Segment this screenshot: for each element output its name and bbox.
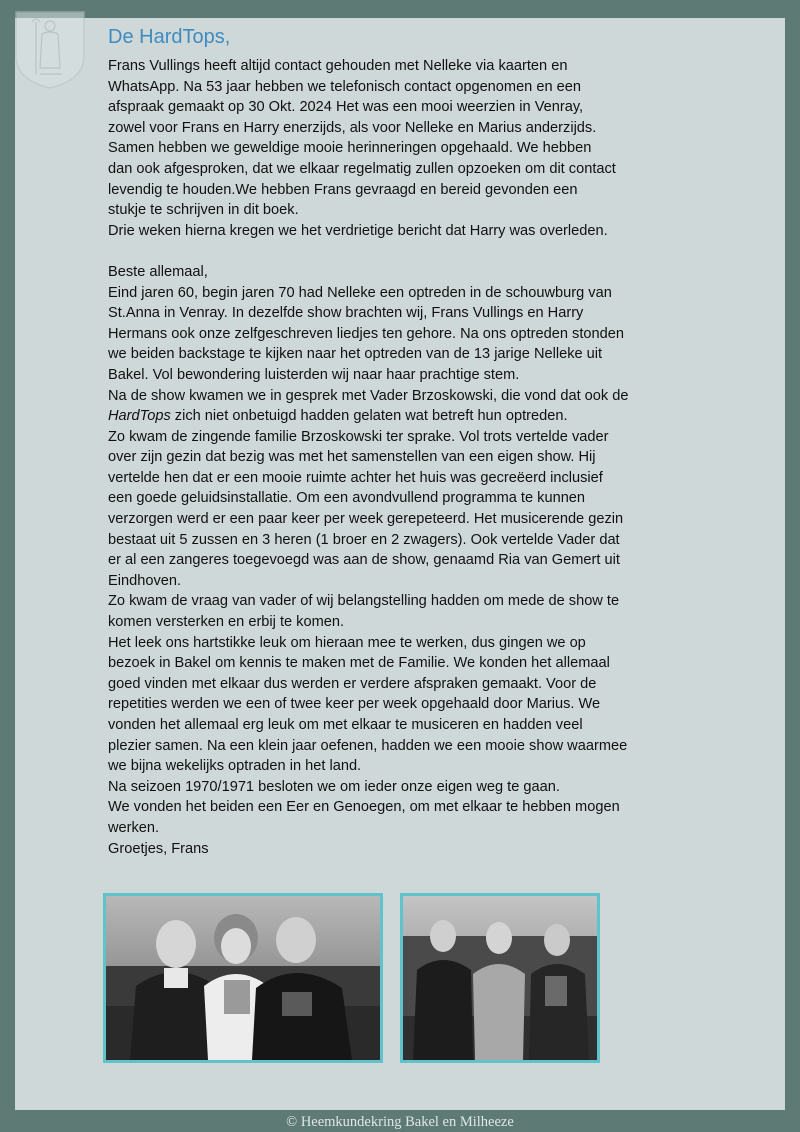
copyright-footer: © Heemkundekring Bakel en Milheeze (286, 1114, 514, 1130)
page-title: De HardTops, (108, 26, 231, 48)
letter-part-2: zich niet onbetuigd hadden gelaten wat betreft hun optreden. Zo kwam de zingende familie Brzoskowski ter sprake. Vol trots vertelde vader over zijn gezin dat bezig was met het samenstellen van een eigen show. Hij vertelde hen dat er een mooie ruimte achter het huis was gecreëerd inclusief een goede geluidsinstallatie. Om een avondvullend programma te kunnen verzorgen werd er een paar keer per week gerepeteerd. Het musicerende gezin bestaat uit 5 zussen en 3 heren (1 broer en 2 zwagers). Ook vertelde Vader dat er al een zangeres toegevoegd was aan de show, genaamd Ria van Gemert uit Eindhoven. Zo kwam de vraag van vader of wij belangstelling hadden om mede de show te komen versterken en erbij te komen. Het leek ons hartstikke leuk om hieraan mee te werken, dus gingen we op bezoek in Bakel om kennis te maken met de Familie. We konden het allemaal goed vinden met elkaar dus werden er verdere afspraken gemaakt. Voor de repetities werden we een of twee keer per week opgehaald door Marius. We vonden het allemaal erg leuk om met elkaar te musiceren en hadden veel plezier samen. Na een klein jaar oefenen, hadden we een mooie show waarmee we bijna wekelijks optraden in het land. Na seizoen 1970/1971 besloten we om ieder onze eigen weg te gaan. We vonden het beiden een Eer en Genoegen, om met elkaar te hebben mogen werken. Groetjes, Frans (108, 408, 628, 857)
hardtops-name: HardTops (108, 408, 171, 425)
photo-three-men-couch (400, 893, 600, 1063)
photo-three-people-couch (103, 893, 383, 1063)
letter-body (108, 262, 733, 859)
coat-of-arms-watermark (12, 8, 88, 90)
article (93, 22, 733, 859)
letter-part-1: Beste allemaal, Eind jaren 60, begin jaren 70 had Nelleke een optreden in de schouwburg van St.Anna in Venray. In dezelfde show brachten wij, Frans Vullings en Harry Hermans ook onze zelfgeschreven liedjes ten gehore. Na ons optreden stonden we beiden backstage te kijken naar het optreden van de 13 jarige Nelleke uit Bakel. Vol bewondering luisterden wij naar haar prachtige stem. Na de show kwamen we in gesprek met Vader Brzoskowski, die vond dat ook de (108, 263, 629, 404)
intro-paragraph: Frans Vullings heeft altijd contact gehouden met Nelleke via kaarten en WhatsApp. Na 53 jaar hebben we telefonisch contact opgenomen en een afspraak gemaakt op 30 Okt. 2024 Het was een mooi weerzien in Venray, zowel voor Frans en Harry enerzijds, als voor Nelleke en Marius anderzijds. Samen hebben we geweldige mooie herinneringen opgehaald. We hebben dan ook afgesproken, dat we elkaar regelmatig zullen opzoeken om dit contact levendig te houden.We hebben Frans gevraagd en bereid gevonden een stukje te schrijven in dit boek. Drie weken hierna kregen we het verdrietige bericht dat Harry was overleden. (108, 58, 616, 239)
